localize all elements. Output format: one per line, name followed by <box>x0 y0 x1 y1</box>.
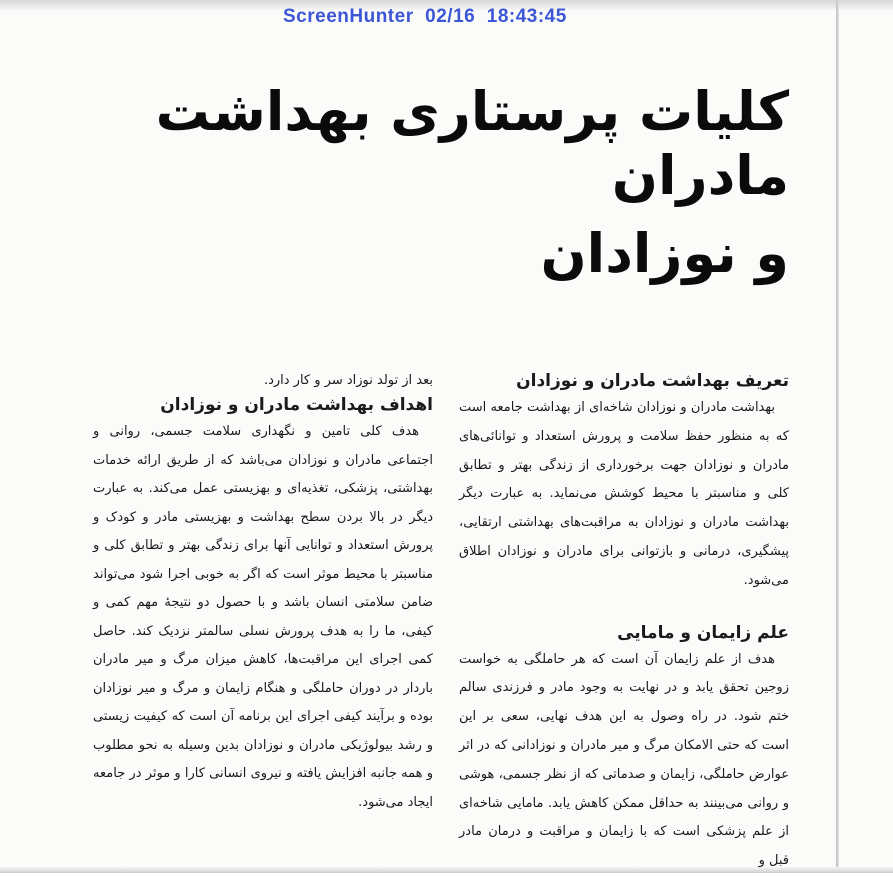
section-heading-goals: اهداف بهداشت مادران و نوزادان <box>160 395 433 415</box>
screenhunter-timestamp: ScreenHunter 02/16 18:43:45 <box>283 6 567 27</box>
scan-right-edge <box>836 0 839 873</box>
section-heading-midwifery: علم زایمان و مامایی <box>617 622 789 643</box>
section-body-goals: هدف کلی تامین و نگهداری سلامت جسمی، روانی و اجتماعی مادران و نوزادان می‌باشد که از طریق ارائه خدمات بهداشتی، پزشکی، تغذیه‌ای و بهزیستی عمل می‌کند. به عبارت دیگر در بالا بردن سطح بهداشت و بهزیستی مادر و کودک و پرورش استعداد و توانایی آنها برای زندگی بهتر و تطابق کلی و مناسبتر با محیط موثر است که اگر به خوبی اجرا شود می‌تواند ضامن سلامتی انسان باشد و با حصول دو نتیجهٔ مهم کمی و کیفی، ما را به هدف پرورش نسلی سالمتر نزدیک کند. حاصل کمی اجرای این مراقبت‌ها، کاهش میزان مرگ و میر مادران باردار در دوران حاملگی و هنگام زایمان و مرگ و میر نوزادان بوده و برآیند کیفی اجرای این برنامه آن است که کیفیت زیستی و رشد بیولوژیکی مادران و نوزادان بدین وسیله به نحو مطلوب و همه جانبه افزایش یافته و نیروی انسانی کارا و موثر در جامعه ایجاد می‌شود. <box>93 424 433 810</box>
left-column <box>93 370 433 817</box>
section-heading-definition: تعریف بهداشت مادران و نوزادان <box>516 371 789 391</box>
section-spacer <box>459 596 789 620</box>
right-column <box>459 368 789 876</box>
section-body-definition: بهداشت مادران و نوزادان شاخه‌ای از بهداشت جامعه است که به منظور حفظ سلامت و پرورش استعداد و توانائی‌های مادران و نوزادان جهت برخورداری از زندگی بهتر و تطابق کلی و مناسبتر با محیط کوشش می‌نماید. به عبارت دیگر بهداشت مادران و نوزادان به مراقبت‌های بهداشتی ارتقایی، پیشگیری، درمانی و بازتوانی برای مادران و نوزادان اطلاق می‌شود. <box>459 400 789 588</box>
chapter-title-line-2: و نوزادان <box>540 222 789 285</box>
chapter-title-line-1: کلیات پرستاری بهداشت مادران <box>155 80 789 207</box>
continued-text: بعد از تولد نوزاد سر و کار دارد. <box>263 373 433 388</box>
section-body-midwifery: هدف از علم زایمان آن است که هر حاملگی به خواست زوجین تحقق یابد و در نهایت به وجود مادر و فرزندی سالم ختم شود. در راه وصول به این هدف نهایی، سعی بر این است که حتی الامکان مرگ و میر مادران و نوزادانی که در اثر عوارض حاملگی، زایمان و صدماتی که از نظر جسمی، هوشی و روانی می‌بینند به حداقل ممکن کاهش یابد. مامایی شاخه‌ای از علم پزشکی است که با زایمان و مراقبت و درمان مادر قبل و <box>459 651 789 869</box>
